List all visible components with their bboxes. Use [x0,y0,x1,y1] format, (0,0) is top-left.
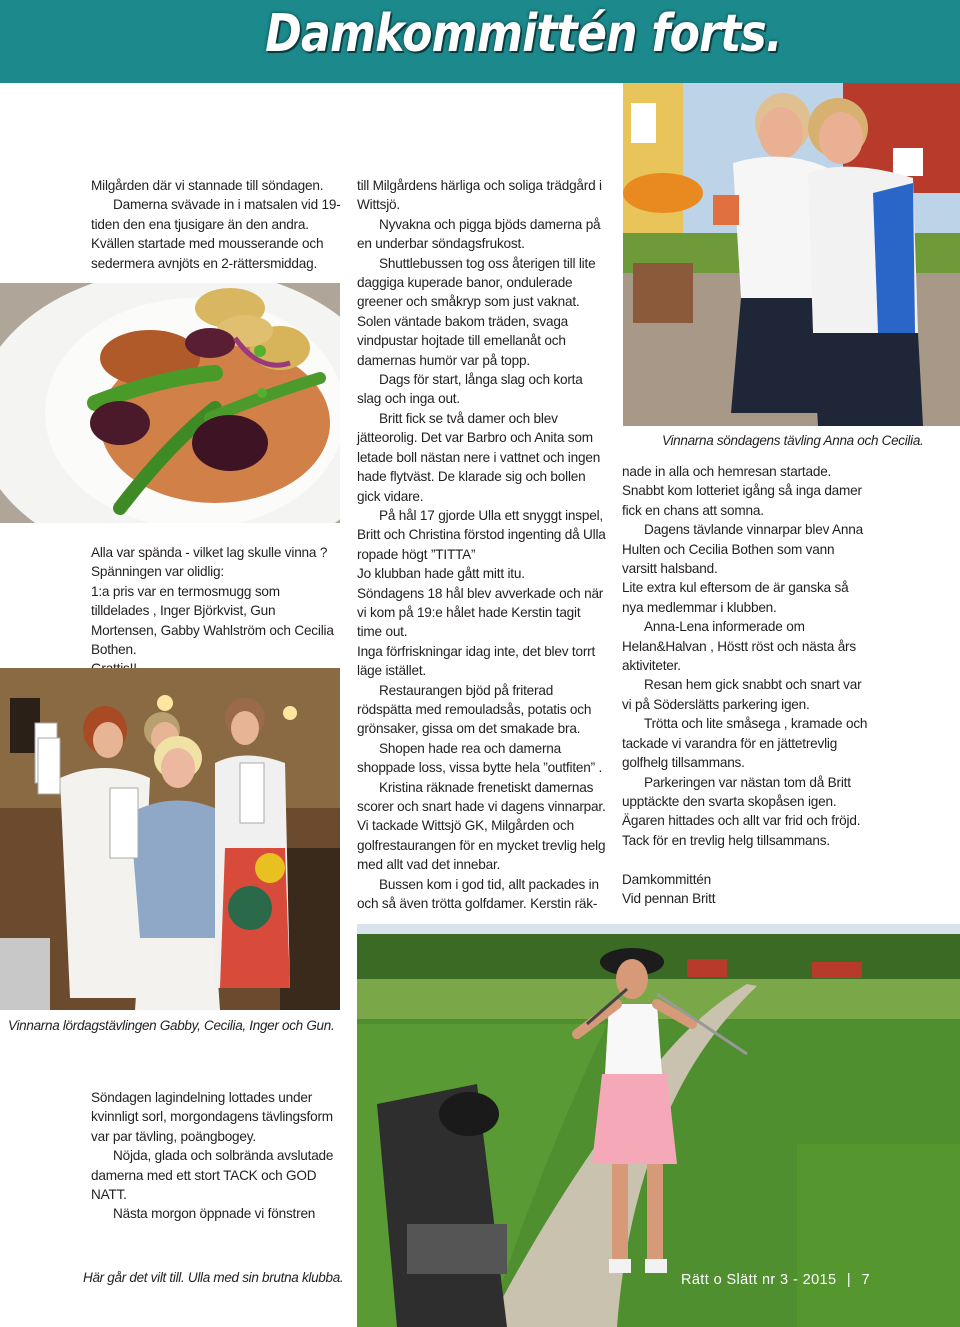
caption-broken-club: Här går det vilt till. Ulla med sin brutna klubba. [83,1270,344,1285]
page-title: Damkommittén forts. [265,4,782,64]
golf-course-photo [357,924,960,1327]
paragraph: Dags för start, långa slag och korta slag och inga out. [357,372,583,407]
saturday-winners-photo [0,668,340,1010]
signature-line: Vid pennan Britt [622,890,716,906]
header-banner [0,0,960,83]
right-text [622,462,872,908]
paragraph: till Milgårdens härliga och soliga trädgård i Wittsjö. [357,178,602,213]
paragraph: Nyvakna och pigga bjöds damerna på en underbar söndagsfrukost. [357,216,601,252]
sunday-winners-photo [623,83,960,426]
paragraph: Solen väntade bakom träden, svaga vindpustar hojtade till emellanåt och damernas humör var på topp. [357,313,569,368]
paragraph: Shopen hade rea och damerna shoppade loss, vissa bytte hela ”outfiten” . [357,740,603,776]
left-text-mid [91,543,341,679]
paragraph: Milgården där vi stannade till söndagen. [91,178,324,193]
paragraph: Spänningen var olidlig: [91,564,224,580]
footer-separator: | [846,1272,852,1288]
caption-saturday-winners: Vinnarna lördagstävlingen Gabby, Cecilia, Inger och Gun. [8,1018,335,1033]
paragraph: Restaurangen bjöd på friterad rödspätta med remouladsås, potatis och grönsaker, gissa om det smakade bra. [357,682,592,737]
paragraph: Bussen kom i god tid, allt packades in och så även trötta golfdamer. Kerstin räk- [357,876,599,912]
caption-sunday-winners: Vinnarna söndagens tävling Anna och Cecilia. [662,433,924,448]
paragraph: nade in alla och hemresan startade. [622,464,832,479]
paragraph: Damerna svävade in i matsalen vid 19-tiden den ena tjusigare än den andra. Kvällen startade med mousserande och sedermera avnjöts en 2-rättersmiddag. [91,197,341,271]
left-text-top [91,176,341,273]
paragraph: Shuttlebussen tog oss återigen till lite daggiga kuperade banor, ondulerade greener och småkryp som just vaknat. [357,255,596,310]
page-number: 7 [861,1272,870,1288]
paragraph: Snabbt kom lotteriet igång så inga damer fick en chans att somna. [622,483,862,518]
paragraph: Dagens tävlande vinnarpar blev Anna Hulten och Cecilia Bothen som vann varsitt halsband. [622,522,863,577]
paragraph: Britt fick se två damer och blev jätteorolig. Det var Barbro och Anita som letade boll nästan nere i vattnet och ingen hade flytväst. De klarade sig och bollen gick vidare. [357,410,601,504]
signature-line: Damkommittén [622,871,711,887]
magazine-name: Rätt o Slätt [680,1272,758,1288]
paragraph: Jo klubban hade gått mitt itu. [357,566,525,582]
paragraph: Trötta och lite småsega , kramade och tackade vi varandra för en jättetrevlig golfhelg tillsammans. [622,716,868,771]
paragraph: Inga förfriskningar idag inte, det blev torrt läge istället. [357,643,596,679]
paragraph: Söndagens 18 hål blev avverkade och när vi kom på 19:e hålet hade Kerstin tagit time out. [357,585,604,640]
issue-year: - 2015 [792,1272,837,1288]
paragraph: Resan hem gick snabbt och snart var vi på Söderslätts parkering igen. [622,677,862,712]
paragraph: Nästa morgon öppnade vi fönstren [113,1206,316,1222]
paragraph: På hål 17 gjorde Ulla ett snyggt inspel, Britt och Christina förstod ingenting då Ulla ropade högt ”TITTA” [357,507,606,562]
dinner-plate-photo [0,283,340,523]
paragraph: 1:a pris var en termosmugg som tilldelades , Inger Björkvist, Gun Mortensen, Gabby Wahlström och Cecilia Bothen. [91,583,334,658]
middle-text [357,176,607,913]
paragraph: Nöjda, glada och solbrända avslutade damerna med ett stort TACK och GOD NATT. [91,1148,334,1203]
paragraph: Kristina räknade frenetiskt damernas scorer och snart hade vi dagens vinnarpar. Vi tackade Wittsjö GK, Milgården och golfrestaurangen för en mycket trevlig helg med allt vad det innebar. [357,779,606,873]
left-text-bottom [91,1088,341,1224]
paragraph: Parkeringen var nästan tom då Britt upptäckte den svarta skopåsen igen. Ägaren hittades och allt var frid och fröjd. Tack för en trevlig helg tillsammans. [622,774,861,848]
issue-label: nr 3 [761,1272,789,1288]
paragraph: Alla var spända - vilket lag skulle vinna ? [91,545,328,560]
paragraph: Lite extra kul eftersom de är ganska så nya medlemmar i klubben. [622,580,849,615]
paragraph: Söndagen lagindelning lottades under kvinnligt sorl, morgondagens tävlingsform var par tävling, poängbogey. [91,1090,333,1144]
page-footer [681,1272,870,1288]
paragraph: Anna-Lena informerade om Helan&Halvan , Höstt röst och nästa års aktiviteter. [622,619,856,674]
